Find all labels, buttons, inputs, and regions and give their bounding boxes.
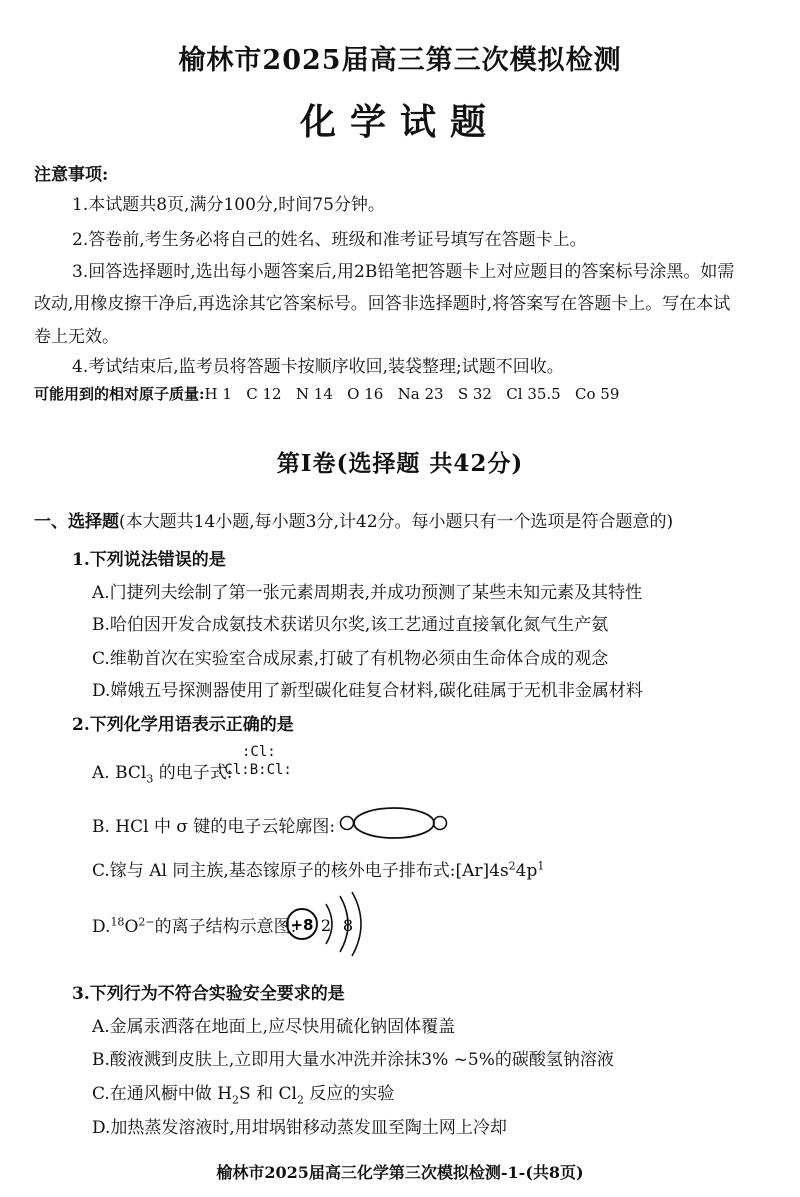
oxide-ion-structure-diagram: [282, 890, 382, 960]
option-d-mass-number: 18: [110, 915, 125, 929]
question-1-stem: 1.下列说法错误的是: [72, 550, 226, 570]
question-2-option-d: [92, 912, 296, 937]
option-c-text: C.在通风橱中做 H: [92, 1084, 233, 1104]
option-d-charge: 2−: [138, 915, 155, 929]
option-c-subscript-2: 2: [296, 1093, 304, 1107]
subject-title: 化学试题: [299, 101, 500, 143]
bcl3-lewis-structure: [216, 744, 306, 788]
ion-shell-2-electrons: 8: [342, 916, 354, 935]
question-3-option-c: [92, 1079, 394, 1106]
question-3-option-a: A.金属汞洒落在地面上,应尽快用硫化钠固体覆盖: [92, 1017, 456, 1037]
question-2-option-c: [92, 856, 544, 881]
question-3-option-b: B.酸液溅到皮肤上,立即用大量水冲洗并涂抹3% ~5%的碳酸氢钠溶液: [92, 1050, 614, 1070]
question-2-option-b: B. HCl 中 σ 键的电子云轮廓图:: [92, 817, 336, 837]
question-1-option-a: A.门捷列夫绘制了第一张元素周期表,并成功预测了某些未知元素及其特性: [92, 583, 643, 603]
question-2-option-a: [92, 758, 232, 785]
option-c-text-mid: 4p: [515, 861, 538, 881]
ion-shell-1-electrons: 2: [320, 916, 332, 935]
atomic-masses-label: 可能用到的相对原子质量:: [34, 385, 205, 403]
question-3-stem: 3.下列行为不符合实验安全要求的是: [72, 984, 345, 1004]
note-item-1: 1.本试题共8页,满分100分,时间75分钟。: [72, 195, 385, 215]
option-a-text-tail: 的电子式:: [153, 763, 233, 783]
lewis-middle-row: :Cl:B:Cl:: [216, 762, 292, 778]
option-c-text-tail: 反应的实验: [303, 1084, 395, 1104]
option-c-text-mid: S 和 Cl: [239, 1084, 297, 1104]
question-2-stem: 2.下列化学用语表示正确的是: [72, 715, 294, 735]
atomic-masses: [34, 383, 619, 404]
note-item-2: 2.答卷前,考生务必将自己的姓名、班级和准考证号填写在答题卡上。: [72, 230, 587, 250]
notes-heading: 注意事项:: [34, 165, 109, 185]
option-a-subscript: 3: [146, 772, 154, 786]
question-1-option-c: C.维勒首次在实验室合成尿素,打破了有机物必须由生命体合成的观念: [92, 649, 609, 669]
part-heading: [34, 507, 673, 532]
option-c-text: C.镓与 Al 同主族,基态镓原子的核外电子排布式:[Ar]4s: [92, 861, 509, 881]
option-c-superscript-1: 2: [508, 859, 516, 873]
option-d-element: O: [124, 917, 139, 937]
option-d-text: 的离子结构示意图:: [154, 917, 297, 937]
note-item-3-line-1: 3.回答选择题时,选出每小题答案后,用2B铅笔把答题卡上对应题目的答案标号涂黑。如需: [72, 262, 735, 282]
section-title: 第Ⅰ卷(选择题 共42分): [276, 450, 524, 477]
option-a-text: A. BCl: [92, 763, 147, 783]
lewis-top-chlorine: :Cl:: [242, 744, 276, 760]
part-heading-label: 一、选择题: [34, 512, 119, 532]
atomic-masses-values: H 1 C 12 N 14 O 16 Na 23 S 32 Cl 35.5 Co 59: [204, 385, 620, 403]
ion-nucleus-charge: +8: [290, 916, 314, 934]
note-item-3-line-3: 卷上无效。: [34, 327, 119, 347]
option-c-superscript-2: 1: [537, 859, 545, 873]
exam-title: 榆林市2025届高三第三次模拟检测: [178, 45, 622, 76]
sigma-bond-cloud-diagram: [338, 806, 450, 840]
question-1-option-d: D.嫦娥五号探测器使用了新型碳化硅复合材料,碳化硅属于无机非金属材料: [92, 681, 643, 701]
question-1-option-b: B.哈伯因开发合成氨技术获诺贝尔奖,该工艺通过直接氧化氮气生产氨: [92, 615, 609, 635]
part-description: (本大题共14小题,每小题3分,计42分。每小题只有一个选项是符合题意的): [119, 512, 674, 532]
option-c-subscript-1: 2: [232, 1093, 240, 1107]
note-item-4: 4.考试结束后,监考员将答题卡按顺序收回,装袋整理;试题不回收。: [72, 357, 564, 377]
option-d-label: D.: [92, 917, 111, 937]
page-footer: 榆林市2025届高三化学第三次模拟检测-1-(共8页): [216, 1163, 584, 1182]
question-3-option-d: D.加热蒸发溶液时,用坩埚钳移动蒸发皿至陶土网上冷却: [92, 1118, 507, 1138]
note-item-3-line-2: 改动,用橡皮擦干净后,再选涂其它答案标号。回答非选择题时,将答案写在答题卡上。写在本试: [34, 294, 731, 314]
